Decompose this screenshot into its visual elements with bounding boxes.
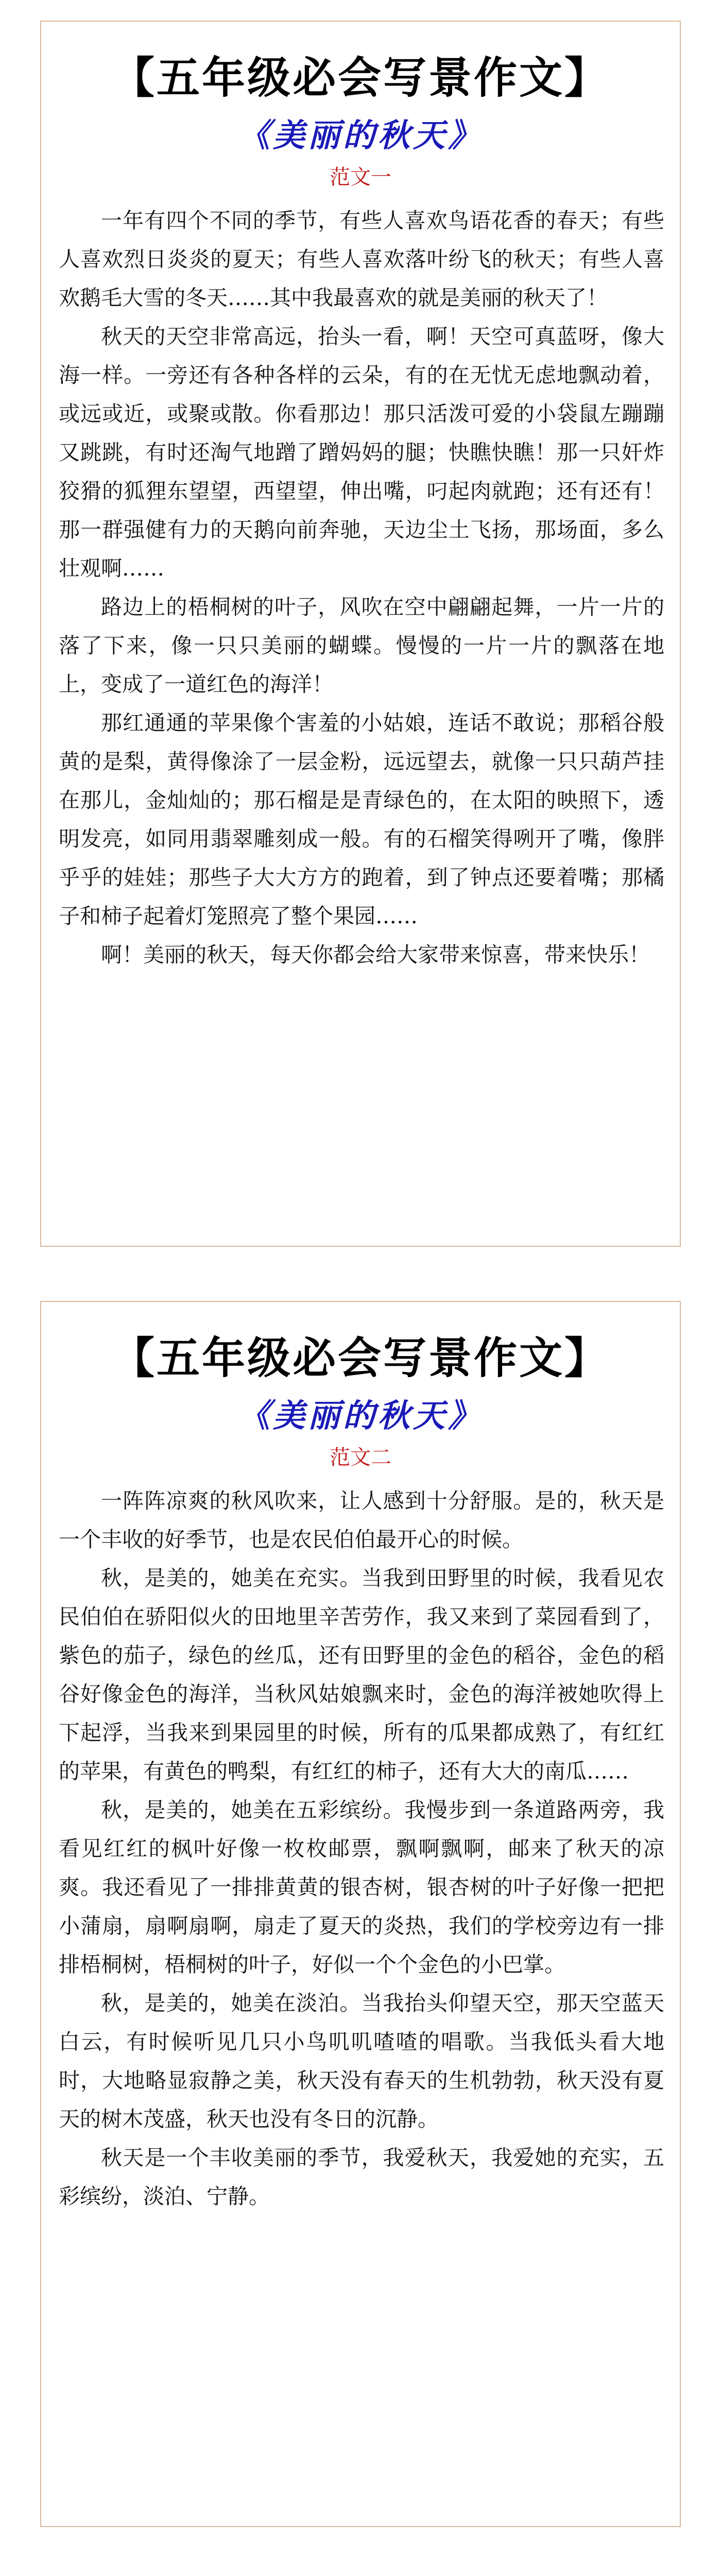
series-header: 【五年级必会写景作文】 [111,53,610,103]
paragraph: 秋天的天空非常高远，抬头一看，啊！天空可真蓝呀，像大海一样。一旁还有各种各样的云朵，有的在无忧无虑地飘动着，或远或近，或聚或散。你看那边！那只活泼可爱的小袋鼠左蹦蹦又跳跳，有时还淘气地蹭了蹭妈妈的腿；快瞧快瞧！那一只奸炸狡猾的狐狸东望望，西望望，伸出嘴，叼起肉就跑；还有还有！那一群强健有力的天鹅向前奔驰，天边尘土飞扬，那场面，多么壮观啊…… [59,324,664,581]
essay-body [41,201,680,974]
sample-label: 范文二 [330,1446,391,1469]
paragraph: 秋，是美的，她美在五彩缤纷。我慢步到一条道路两旁，我看见红红的枫叶好像一枚枚邮票，飘啊飘啊，邮来了秋天的凉爽。我还看见了一排排黄黄的银杏树，银杏树的叶子好像一把把小蒲扇，扇啊扇啊，扇走了夏天的炎热，我们的学校旁边有一排排梧桐树，梧桐树的叶子，好似一个个金色的小巴掌。 [59,1798,664,1977]
paragraph: 一年有四个不同的季节，有些人喜欢鸟语花香的春天；有些人喜欢烈日炎炎的夏天；有些人喜欢落叶纷飞的秋天；有些人喜欢鹅毛大雪的冬天……其中我最喜欢的就是美丽的秋天了！ [59,208,664,310]
series-header: 【五年级必会写景作文】 [111,1333,610,1383]
essay-body [41,1482,680,2216]
essay-title: 《美丽的秋天》 [237,1397,483,1434]
paragraph: 秋天是一个丰收美丽的季节，我爱秋天，我爱她的充实，五彩缤纷，淡泊、宁静。 [59,2145,664,2209]
essay-page-2 [40,1301,681,2527]
paragraph: 路边上的梧桐树的叶子，风吹在空中翩翩起舞，一片一片的落了下来，像一只只美丽的蝴蝶。慢慢的一片一片的飘落在地上，变成了一道红色的海洋！ [59,595,664,697]
essay-page-1 [40,21,681,1247]
paragraph: 啊！美丽的秋天，每天你都会给大家带来惊喜，带来快乐！ [101,942,650,967]
sample-label: 范文一 [330,165,391,189]
paragraph: 一阵阵凉爽的秋风吹来，让人感到十分舒服。是的，秋天是一个丰收的好季节，也是农民伯伯最开心的时候。 [59,1488,664,1552]
paragraph: 秋，是美的，她美在淡泊。当我抬头仰望天空，那天空蓝天白云，有时候听见几只小鸟叽叽喳喳的唱歌。当我低头看大地时，大地略显寂静之美，秋天没有春天的生机勃勃，秋天没有夏天的树木茂盛，秋天也没有冬日的沉静。 [59,1991,664,2131]
paragraph: 那红通通的苹果像个害羞的小姑娘，连话不敢说；那稻谷般黄的是梨，黄得像涂了一层金粉，远远望去，就像一只只葫芦挂在那儿，金灿灿的；那石榴是是青绿色的，在太阳的映照下，透明发亮，如同用翡翠雕刻成一般。有的石榴笑得咧开了嘴，像胖乎乎的娃娃；那些子大大方方的跑着，到了钟点还要着嘴；那橘子和柿子起着灯笼照亮了整个果园…… [59,710,664,928]
paragraph: 秋，是美的，她美在充实。当我到田野里的时候，我看见农民伯伯在骄阳似火的田地里辛苦劳作，我又来到了菜园看到了，紫色的茄子，绿色的丝瓜，还有田野里的金色的稻谷，金色的稻谷好像金色的海洋，当秋风姑娘飘来时，金色的海洋被她吹得上下起浮，当我来到果园里的时候，所有的瓜果都成熟了，有红红的苹果，有黄色的鸭梨，有红红的柿子，还有大大的南瓜…… [59,1566,664,1784]
essay-title: 《美丽的秋天》 [237,116,483,154]
